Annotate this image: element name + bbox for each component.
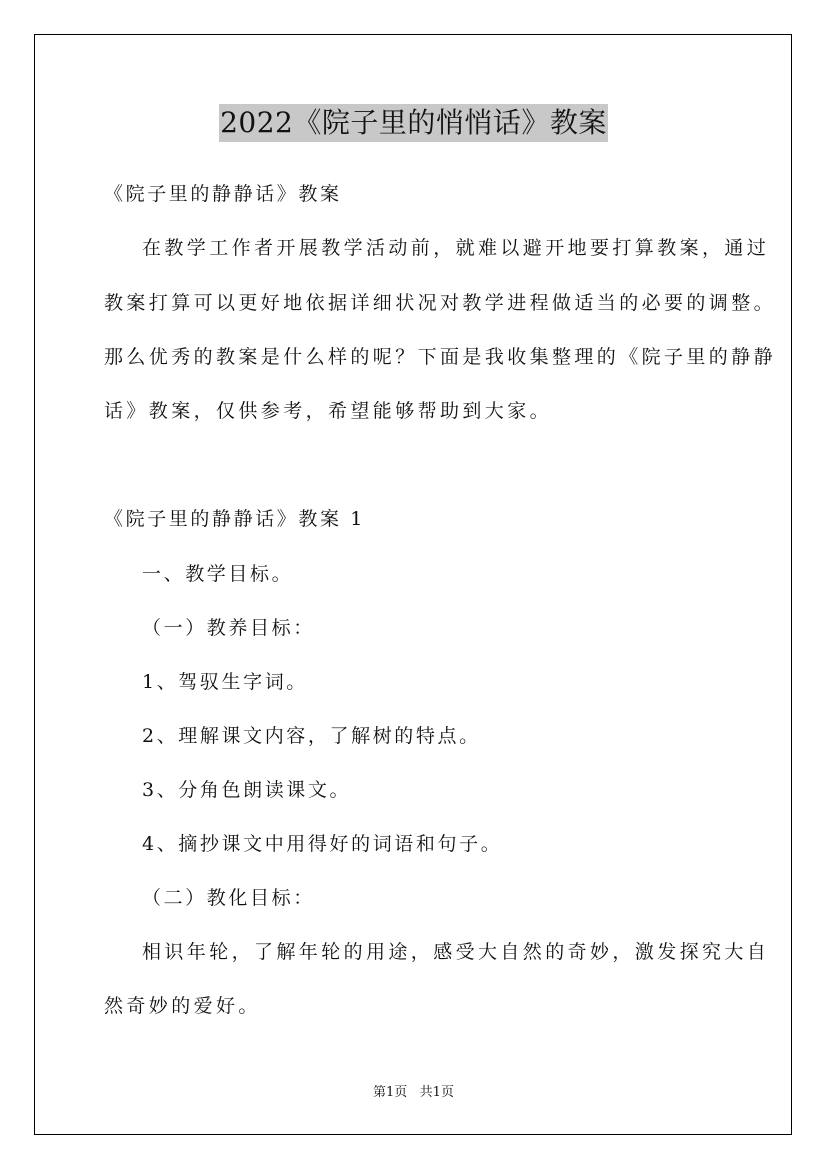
document-title: 2022《院子里的悄悄话》教案 [219, 104, 608, 142]
list-item: 4、摘抄课文中用得好的词语和句子。 [142, 833, 503, 855]
subtitle: 《院子里的静静话》教案 [104, 183, 342, 205]
intro-line-1: 在教学工作者开展教学活动前，就难以避开地要打算教案，通过 [142, 237, 770, 259]
list-item: 3、分角色朗读课文。 [142, 779, 352, 801]
intro-line-4: 话》教案，仅供参考，希望能够帮助到大家。 [104, 400, 553, 422]
intro-line-3: 那么优秀的教案是什么样的呢？下面是我收集整理的《院子里的静静 [104, 346, 777, 368]
closing-line-2: 然奇妙的爱好。 [104, 995, 261, 1017]
list-item: （一）教养目标： [142, 617, 315, 639]
list-item: 2、理解课文内容，了解树的特点。 [142, 725, 481, 747]
title-wrap [0, 104, 827, 142]
section-title: 《院子里的静静话》教案 1 [104, 508, 365, 530]
intro-line-2: 教案打算可以更好地依据详细状况对教学进程做适当的必要的调整。 [104, 292, 777, 314]
closing-line-1: 相识年轮，了解年轮的用途，感受大自然的奇妙，激发探究大自 [142, 941, 770, 963]
list-item: 一、教学目标。 [142, 563, 294, 585]
page-footer: 第1页 共1页 [373, 1085, 454, 1100]
list-item: 1、驾驭生字词。 [142, 671, 308, 693]
list-item: （二）教化目标： [142, 887, 315, 909]
